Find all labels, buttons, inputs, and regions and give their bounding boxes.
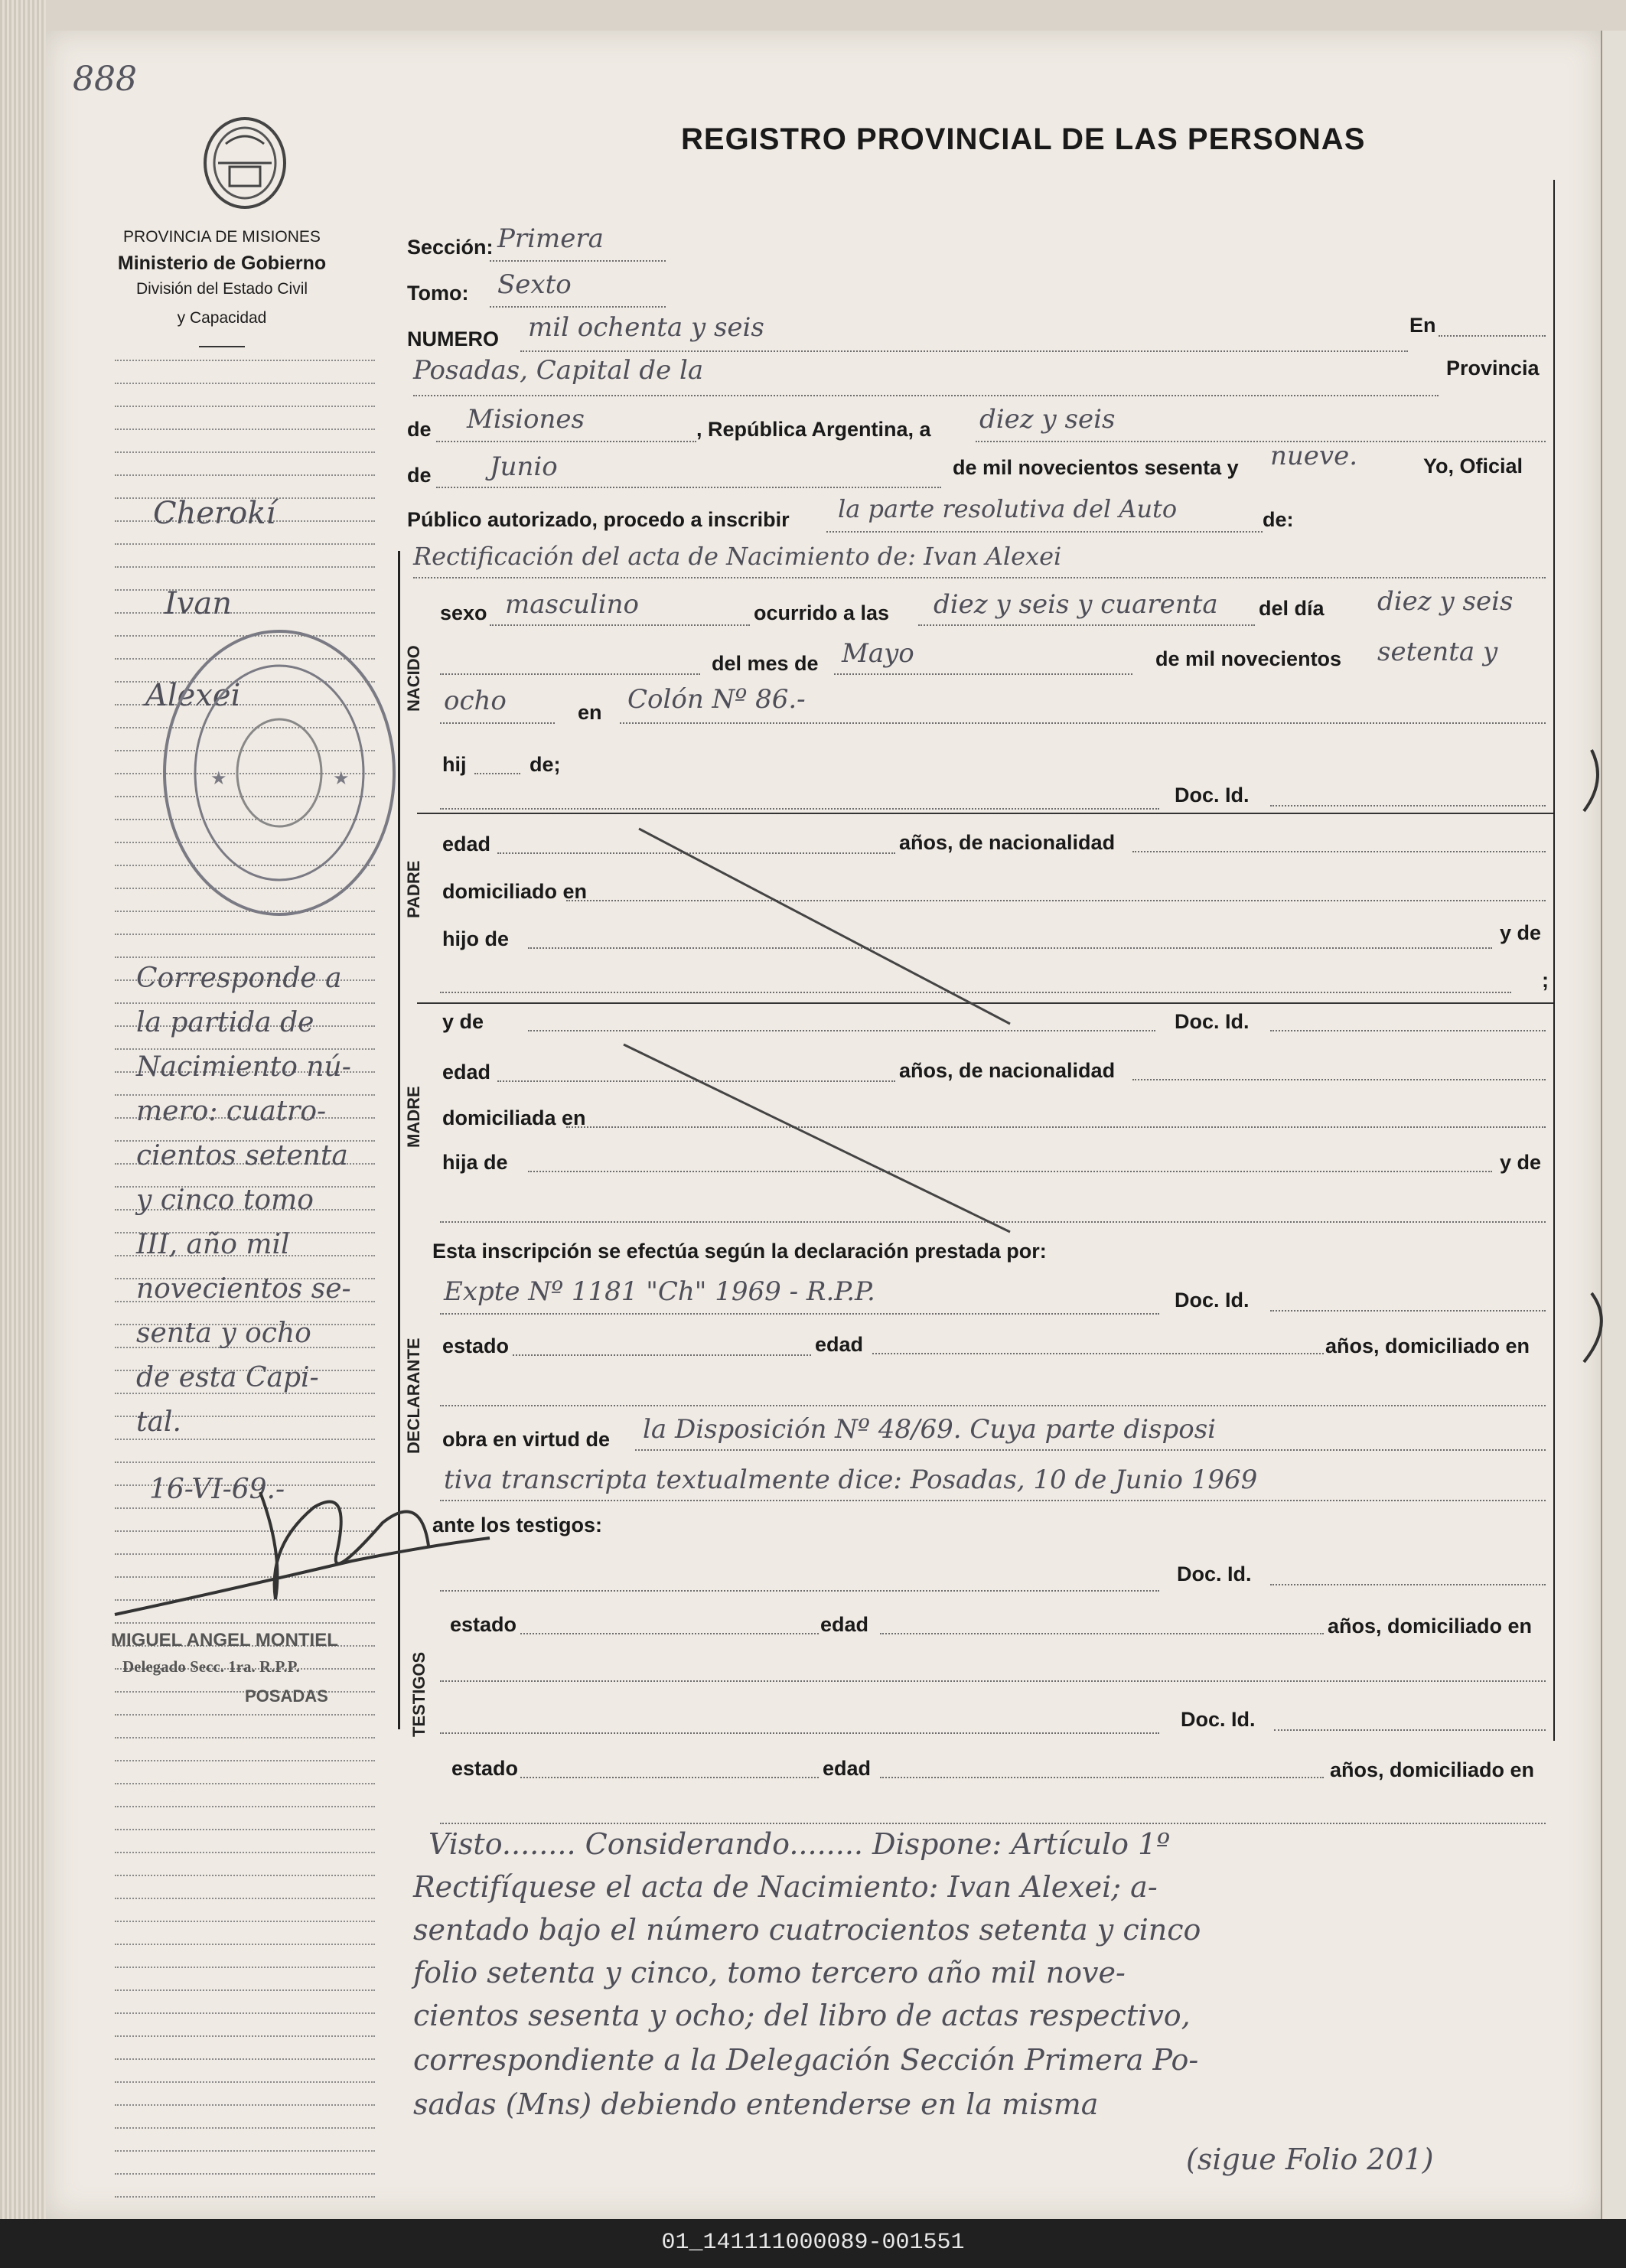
padre-edad-label: edad [442, 833, 491, 855]
dots [440, 1405, 1546, 1406]
margin-rule [115, 2150, 375, 2152]
bottom-text-line: Rectifíquese el acta de Nacimiento: Ivan Alexei; a- [413, 1870, 1158, 1904]
ocurrido-label: ocurrido a las [754, 601, 890, 624]
division-line2: y Capacidad [177, 309, 267, 327]
dots [413, 395, 1439, 396]
dots [474, 773, 520, 774]
dots [1132, 851, 1546, 852]
footer-bar [0, 2219, 1626, 2268]
margin-rule [115, 1714, 375, 1716]
margin-rule [115, 2196, 375, 2198]
dots [918, 624, 1255, 626]
madre-edad-label: edad [442, 1061, 491, 1083]
de2-label: de [407, 464, 432, 487]
provincia-value: Misiones [467, 404, 585, 435]
dots [440, 1823, 1546, 1824]
dots [826, 531, 1263, 533]
registry-seal-icon [153, 620, 406, 926]
stamp-role: Delegado Secc. 1ra. R.P.P. [122, 1657, 300, 1676]
margin-rule [115, 589, 375, 591]
madre-nacionalidad-label: años, de nacionalidad [899, 1059, 1116, 1082]
margin-rule [115, 1944, 375, 1945]
margin-rule [115, 1439, 375, 1440]
margin-note-line: mero: cuatro- [136, 1096, 327, 1127]
dots [440, 1590, 1159, 1592]
dots [1274, 1729, 1546, 1731]
margin-note-line: novecientos se- [136, 1273, 351, 1305]
margin-note-line: cientos setenta [136, 1140, 348, 1171]
margin-rule [115, 1806, 375, 1807]
dots [440, 808, 1159, 810]
dots [1270, 1584, 1546, 1585]
dots [635, 1449, 1546, 1451]
binding-tie-icon [1561, 735, 1626, 1423]
margin-rule [115, 2058, 375, 2060]
provincia-label: Provincia [1446, 357, 1540, 380]
dots [834, 673, 1132, 675]
padre-hijo-label: hijo de [442, 927, 509, 950]
seccion-value: Primera [497, 223, 604, 254]
padre-cancel-stroke [635, 825, 1018, 1031]
padre-semicolon: ; [1542, 969, 1549, 992]
dots [880, 1633, 1324, 1634]
margin-rule [115, 2173, 375, 2175]
anio-label: de mil novecientos sesenta y [953, 456, 1239, 479]
padre-domicilio-label: domiciliado en [442, 880, 588, 903]
margin-rule [115, 543, 375, 545]
nacido-de-label: de; [530, 753, 561, 776]
testigos-domicilio-label: años, domiciliado en [1328, 1615, 1533, 1637]
dots [440, 1732, 1159, 1734]
nacido-section-label: NACIDO [404, 645, 423, 712]
sexo-value: masculino [505, 589, 640, 620]
testigos-section-label: TESTIGOS [409, 1651, 428, 1737]
margin-rule [115, 1898, 375, 1899]
margin-rule [115, 360, 375, 361]
madre-section-label: MADRE [404, 1086, 423, 1148]
margin-note-line: III, año mil [136, 1229, 290, 1260]
margin-rule [115, 2012, 375, 2014]
margin-rule [115, 1875, 375, 1876]
document-title: REGISTRO PROVINCIAL DE LAS PERSONAS [681, 122, 1366, 156]
form-right-rule [1553, 180, 1555, 1741]
mil-label: de mil novecientos [1155, 647, 1342, 670]
margin-note-line: la partida de [136, 1007, 314, 1038]
seccion-label: Sección: [407, 236, 494, 259]
margin-rule [115, 474, 375, 476]
dots [880, 1777, 1324, 1778]
margin-rule [115, 2081, 375, 2083]
margin-rule [115, 1760, 375, 1761]
dots [440, 1500, 1546, 1501]
nacido-anio-value2: ocho [444, 686, 507, 716]
bottom-text-line: cientos sesenta y ocho; del libro de actas respectivo, [413, 1999, 1191, 2032]
margin-rule [115, 1989, 375, 1991]
margin-note-line: Corresponde a [136, 963, 342, 994]
declarante-edad-label: edad [815, 1333, 864, 1356]
margin-rule [115, 1048, 375, 1050]
acto-value: Rectificación del acta de Nacimiento de: Ivan Alexei [413, 542, 1062, 571]
testigos-edad2-label: edad [823, 1757, 872, 1780]
margin-rule [115, 406, 375, 407]
divider [199, 346, 245, 347]
margin-note-line: de esta Capi- [136, 1362, 319, 1393]
dots [872, 1353, 1324, 1354]
province-label: PROVINCIA DE MISIONES [123, 228, 321, 246]
bottom-text-line: correspondiente a la Delegación Sección Primera Po- [413, 2043, 1199, 2077]
testigos-doc2-label: Doc. Id. [1181, 1708, 1256, 1731]
margin-rule [115, 429, 375, 430]
tomo-value: Sexto [497, 269, 572, 300]
stamp-city: POSADAS [245, 1686, 328, 1706]
dots [620, 722, 1546, 724]
dots [1270, 805, 1546, 807]
testigos-domicilio2-label: años, domiciliado en [1330, 1758, 1535, 1781]
margin-rule [115, 2035, 375, 2037]
margin-note-line: Nacimiento nú- [136, 1051, 351, 1083]
margin-rule [115, 1737, 375, 1738]
margin-name2: Ivan [165, 586, 233, 621]
dots [440, 722, 555, 724]
republica-label: , República Argentina, a [696, 418, 931, 441]
dots [490, 306, 666, 308]
margin-rule [115, 1852, 375, 1853]
dots [513, 1354, 811, 1356]
nacido-dia-value: diez y seis [1377, 586, 1514, 617]
bottom-text-line: sadas (Mns) debiendo entenderse en la misma [413, 2087, 1099, 2121]
dots [490, 624, 750, 626]
bottom-text-line: folio setenta y cinco, tomo tercero año mil nove- [413, 1956, 1126, 1989]
dots [520, 1777, 819, 1778]
margin-rule [115, 383, 375, 384]
ministry-label: Ministerio de Gobierno [117, 253, 327, 274]
dots [413, 577, 1546, 578]
obra-value2: tiva transcripta textualmente dice: Posadas, 10 de Junio 1969 [444, 1465, 1258, 1495]
margin-name3: Alexei [145, 678, 241, 713]
dots [436, 487, 941, 488]
ante-label: ante los testigos: [432, 1514, 603, 1536]
margin-rule [115, 956, 375, 958]
signature-icon [107, 1461, 505, 1637]
madre-domicilio-label: domiciliada en [442, 1106, 586, 1129]
madre-yde2-label: y de [1500, 1151, 1542, 1174]
declarante-intro-label: Esta inscripción se efectúa según la declaración prestada por: [432, 1240, 1047, 1263]
hij-label: hij [442, 753, 467, 776]
nacido-doc-label: Doc. Id. [1175, 784, 1250, 807]
madre-yde-label: y de [442, 1010, 484, 1033]
margin-rule [115, 1921, 375, 1922]
margin-rule [115, 1829, 375, 1830]
book-spine [0, 0, 46, 2219]
declarante-value: Expte Nº 1181 "Ch" 1969 - R.P.P. [444, 1276, 875, 1307]
dots [528, 1030, 1155, 1031]
margin-note-line: y cinco tomo [136, 1185, 314, 1216]
oficial-label: Yo, Oficial [1423, 455, 1523, 477]
en-label: En [1409, 314, 1436, 337]
del-mes-label: del mes de [712, 652, 819, 675]
del-dia-label: del día [1259, 597, 1325, 620]
padre-nacionalidad-label: años, de nacionalidad [899, 831, 1116, 854]
margin-rule [115, 2104, 375, 2106]
dots [1270, 1030, 1546, 1031]
hora-value: diez y seis y cuarenta [934, 589, 1218, 620]
margin-rule [115, 1783, 375, 1784]
svg-text:★: ★ [333, 767, 350, 789]
declarante-section-label: DECLARANTE [404, 1338, 423, 1454]
anio-value: nueve. [1270, 441, 1358, 471]
stamp-name: MIGUEL ANGEL MONTIEL [111, 1630, 338, 1650]
inscribir-value: la parte resolutiva del Auto [838, 494, 1178, 523]
dots [440, 1680, 1546, 1682]
madre-cancel-stroke [620, 1041, 1018, 1240]
madre-doc-label: Doc. Id. [1175, 1010, 1250, 1033]
dots [1439, 335, 1546, 337]
coat-of-arms-icon [195, 113, 295, 213]
margin-note-line: tal. [136, 1406, 181, 1438]
division-line1: División del Estado Civil [135, 280, 308, 298]
sexo-label: sexo [440, 601, 487, 624]
de-label: de [407, 418, 432, 441]
dots [1132, 1079, 1546, 1080]
svg-text:★: ★ [210, 767, 227, 789]
margin-date: 16-VI-69.- [149, 1474, 285, 1505]
margin-rule [115, 934, 375, 935]
hline [417, 813, 1553, 814]
obra-label: obra en virtud de [442, 1428, 611, 1451]
margin-rule [115, 566, 375, 568]
nacido-lugar-value: Colón Nº 86.- [627, 684, 806, 715]
declarante-domicilio-label: años, domiciliado en [1325, 1334, 1530, 1357]
nacido-en-label: en [578, 701, 602, 724]
margin-name1: Cherokí [153, 496, 276, 531]
numero-label: NUMERO [407, 327, 499, 350]
obra-value: la Disposición Nº 48/69. Cuya parte disposi [643, 1414, 1217, 1445]
testigos-estado2-label: estado [451, 1757, 519, 1780]
margin-rule [115, 612, 375, 614]
padre-section-label: PADRE [404, 860, 423, 918]
lugar-value: Posadas, Capital de la [413, 355, 704, 386]
nacido-mes-value: Mayo [842, 638, 914, 669]
margin-rule [115, 1967, 375, 1968]
margin-rule [115, 2127, 375, 2129]
testigos-edad-label: edad [820, 1613, 869, 1636]
testigos-doc-label: Doc. Id. [1177, 1563, 1252, 1585]
padre-yde-label: y de [1500, 921, 1542, 944]
bottom-text-line: (sigue Folio 201) [1186, 2143, 1434, 2176]
dots [520, 1633, 819, 1634]
dots [1270, 1310, 1546, 1312]
nacido-anio-value: setenta y [1377, 637, 1498, 667]
dots [436, 441, 696, 442]
numero-value: mil ochenta y seis [528, 312, 764, 343]
declarante-doc-label: Doc. Id. [1175, 1289, 1250, 1312]
margin-note-line: senta y ocho [136, 1318, 311, 1349]
bottom-text-line: sentado bajo el número cuatrocientos setenta y cinco [413, 1913, 1201, 1947]
declarante-estado-label: estado [442, 1334, 510, 1357]
dots [520, 350, 1408, 352]
madre-hija-label: hija de [442, 1151, 508, 1174]
margin-rule [115, 1002, 375, 1004]
dia-value: diez y seis [979, 404, 1116, 435]
de3-label: de: [1263, 508, 1294, 531]
testigos-estado-label: estado [450, 1613, 517, 1636]
bottom-text-line: Visto........ Considerando........ Dispone: Artículo 1º [428, 1827, 1171, 1861]
mes-value: Junio [490, 451, 558, 482]
publico-label: Público autorizado, procedo a inscribir [407, 508, 790, 531]
dots [976, 441, 1546, 442]
dots [490, 260, 666, 262]
dots [440, 1313, 1159, 1315]
margin-rule [115, 451, 375, 453]
page-number: 888 [73, 60, 137, 99]
footer-id: 01_141111000089-001551 [661, 2230, 965, 2256]
dots [440, 673, 700, 675]
tomo-label: Tomo: [407, 282, 469, 305]
